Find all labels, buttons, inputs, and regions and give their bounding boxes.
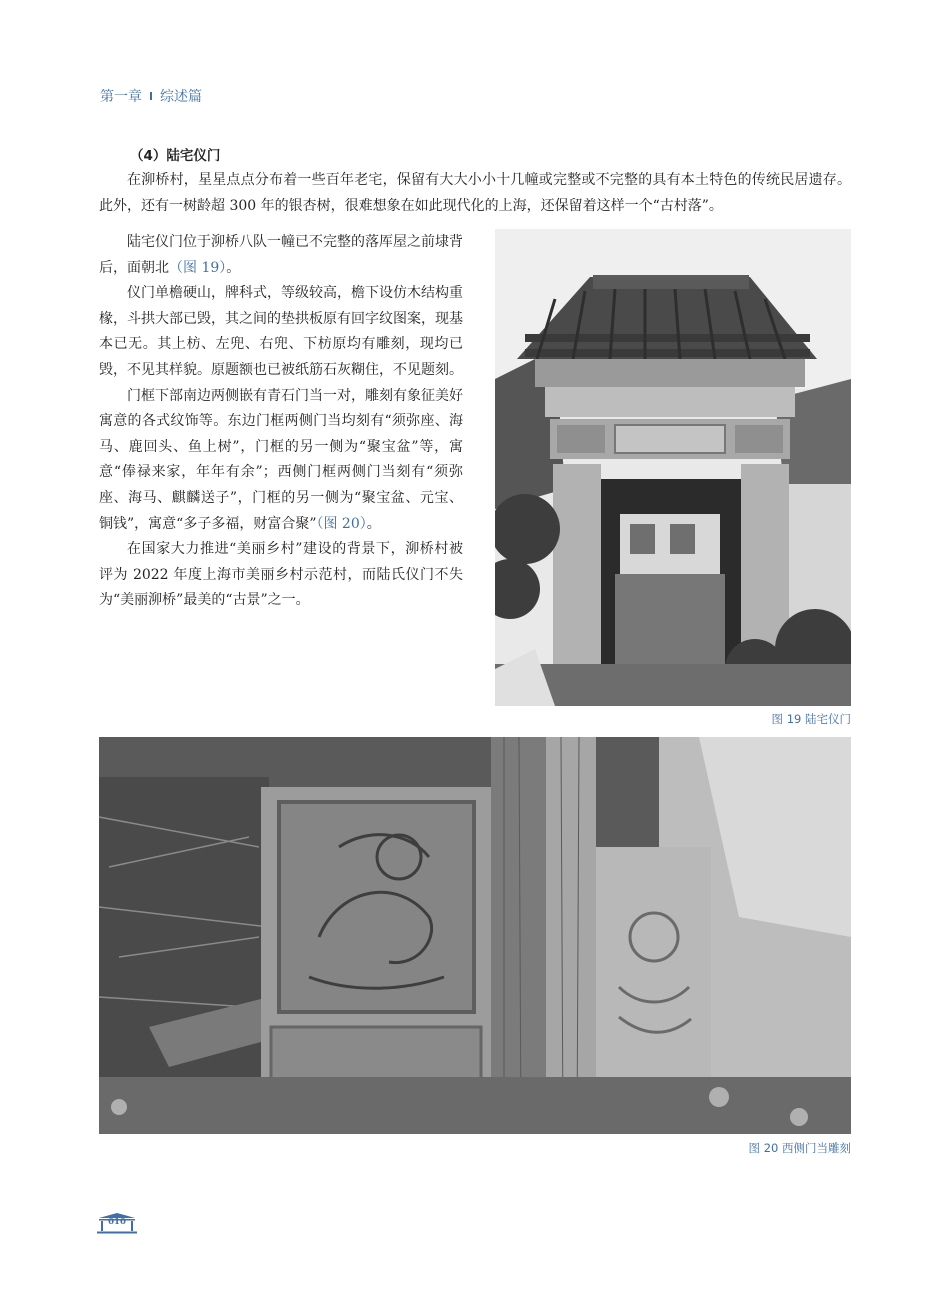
paragraph-end: 。 [226, 259, 241, 276]
paragraph-text: 门框下部南边两侧嵌有青石门当一对，雕刻有象征美好寓意的各式纹饰等。东边门框两侧门当均刻有“须弥座、海马、鹿回头、鱼上树”，门框的另一侧为“聚宝盆”等，寓意“俸禄来家，年年有余”；西侧门框两侧门当刻有“须弥座、海马、麒麟送子”，门框的另一侧为“聚宝盆、元宝、铜钱”，寓意“多子多福，财富合聚” [99, 387, 463, 532]
left-column [99, 230, 463, 614]
figure-19-caption: 图 19 陆宅仪门 [771, 712, 851, 726]
paragraph-end: 。 [366, 515, 381, 532]
header-separator [150, 92, 152, 100]
intro-paragraph: 在泖桥村，星星点点分布着一些百年老宅，保留有大大小小十几幢或完整或不完整的具有本土特色的传统民居遗存。此外，还有一树龄超 300 年的银杏树，很难想象在如此现代化的上海，还保留着这样一个“古村落”。 [99, 172, 851, 214]
page-number: 010 [108, 1217, 126, 1227]
figure-20-reference[interactable]: （图 20） [316, 515, 367, 532]
running-header [100, 86, 202, 106]
section-title: （4）陆宅仪门 [130, 148, 221, 164]
paragraph-structure: 仪门单檐硬山，牌科式，等级较高，檐下设仿木结构重椽，斗拱大部已毁，其之间的垫拱板原有回字纹图案，现基本已无。其上枋、左兜、右兜、下枋原均有雕刻，现均已毁，不见其样貌。原题额也已被纸筋石灰糊住，不见题刻。 [99, 285, 463, 378]
figure-20-carving-photo [99, 737, 851, 1134]
paragraph-location [99, 230, 463, 281]
chapter-label: 第一章 [100, 89, 142, 105]
paragraph-village: 在国家大力推进“美丽乡村”建设的背景下，泖桥村被评为 2022 年度上海市美丽乡村示范村，而陆氏仪门不失为“美丽泖桥”最美的“古景”之一。 [99, 541, 463, 609]
paragraph-carvings [99, 384, 463, 538]
section-label: 综述篇 [160, 89, 202, 105]
figure-20-caption: 图 20 西侧门当雕刻 [748, 1141, 851, 1155]
page-number-emblem [96, 1212, 138, 1234]
figure-19-gate-photo [495, 229, 851, 706]
paragraph-text: 陆宅仪门位于泖桥八队一幢已不完整的落厍屋之前埭背后，面朝北 [99, 234, 463, 276]
figure-19-reference[interactable]: （图 19） [169, 259, 227, 276]
